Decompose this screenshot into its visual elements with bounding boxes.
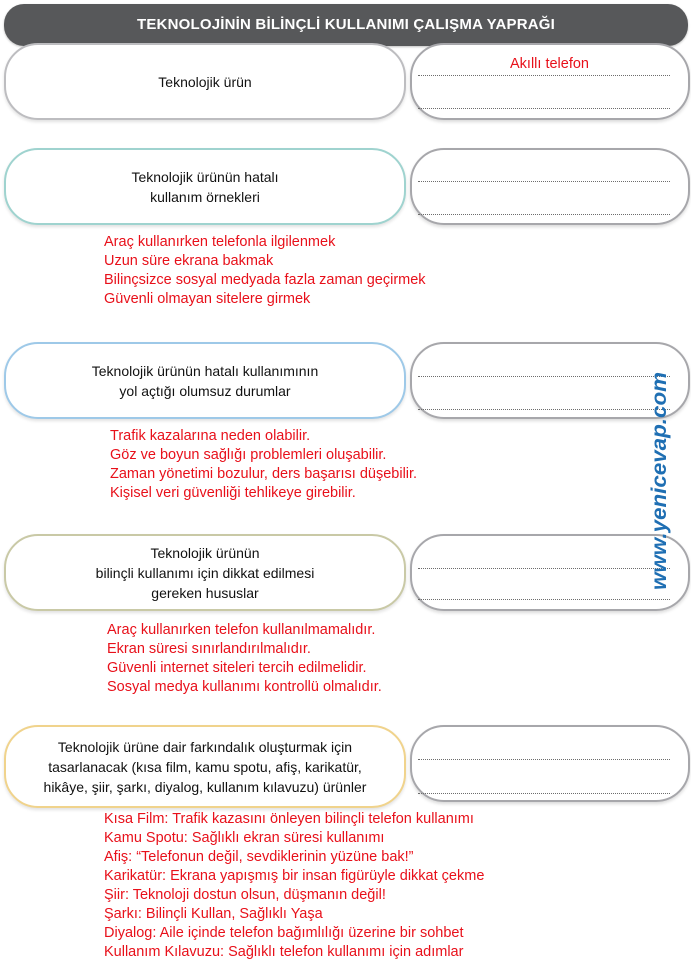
dotted-line bbox=[418, 181, 670, 182]
answer-list-misuse-examples bbox=[104, 233, 426, 309]
answer-line: Zaman yönetimi bozulur, ders başarısı düşebilir. bbox=[110, 466, 418, 482]
answer-line: Araç kullanırken telefonla ilgilenmek bbox=[104, 234, 336, 250]
answer-box-1 bbox=[410, 43, 690, 120]
dotted-line bbox=[418, 376, 670, 377]
answer-line: Karikatür: Ekrana yapışmış bir insan figürüyle dikkat çekme bbox=[104, 868, 485, 884]
answer-line: Güvenli internet siteleri tercih edilmelidir. bbox=[107, 660, 367, 676]
answer-box-2 bbox=[410, 148, 690, 225]
answer-list-negative-outcomes bbox=[110, 427, 417, 503]
dotted-line bbox=[418, 793, 670, 794]
answer-text-technological-product: Akıllı telefon bbox=[510, 56, 589, 72]
prompt-box-conscious-use bbox=[4, 534, 406, 611]
answer-line: Sosyal medya kullanımı kontrollü olmalıdır. bbox=[107, 679, 382, 695]
answer-line: Bilinçsizce sosyal medyada fazla zaman geçirmek bbox=[104, 272, 426, 288]
answer-line: Kişisel veri güvenliği tehlikeye girebilir. bbox=[110, 485, 356, 501]
dotted-line bbox=[418, 409, 670, 410]
prompt-box-awareness-products bbox=[4, 725, 406, 808]
prompt-box-technological-product bbox=[4, 43, 406, 120]
prompt-label: Teknolojik ürün bbox=[158, 73, 252, 90]
answer-list-conscious-use bbox=[107, 621, 382, 697]
dotted-line bbox=[418, 108, 670, 109]
answer-line: Trafik kazalarına neden olabilir. bbox=[110, 428, 311, 444]
dotted-line bbox=[418, 568, 670, 569]
answer-line: Ekran süresi sınırlandırılmalıdır. bbox=[107, 641, 311, 657]
answer-line: Araç kullanırken telefon kullanılmamalıdır. bbox=[107, 622, 376, 638]
dotted-line bbox=[418, 759, 670, 760]
answer-line: Göz ve boyun sağlığı problemleri oluşabilir. bbox=[110, 447, 387, 463]
answer-line: Şiir: Teknoloji dostun olsun, düşmanın değil! bbox=[104, 887, 386, 903]
watermark-text: www.yenicevap.com bbox=[648, 385, 671, 590]
answer-line: Diyalog: Aile içinde telefon bağımlılığı üzerine bir sohbet bbox=[104, 925, 464, 941]
prompt-box-misuse-examples bbox=[4, 148, 406, 225]
prompt-label: Teknolojik ürünün hatalı kullanım örnekleri bbox=[131, 168, 279, 205]
prompt-label: Teknolojik ürüne dair farkındalık oluşturmak için tasarlanacak (kısa film, kamu spotu, afiş, karikatür, hikâye, şiir, şarkı, diyalog, kullanım kılavuzu) ürünler bbox=[43, 738, 367, 795]
worksheet-title: TEKNOLOJİNİN BİLİNÇLİ KULLANIMI ÇALIŞMA YAPRAĞI bbox=[136, 16, 556, 33]
dotted-line bbox=[418, 75, 670, 76]
prompt-label: Teknolojik ürünün bilinçli kullanımı için dikkat edilmesi gereken hususlar bbox=[95, 544, 315, 601]
answer-line: Afiş: “Telefonun değil, sevdiklerinin yüzüne bak!” bbox=[104, 849, 414, 865]
answer-line: Uzun süre ekrana bakmak bbox=[104, 253, 274, 269]
dotted-line bbox=[418, 214, 670, 215]
prompt-label: Teknolojik ürünün hatalı kullanımının yol açtığı olumsuz durumlar bbox=[91, 362, 319, 399]
answer-line: Kısa Film: Trafik kazasını önleyen bilinçli telefon kullanımı bbox=[104, 811, 474, 827]
dotted-line bbox=[418, 599, 670, 600]
answer-line: Kullanım Kılavuzu: Sağlıklı telefon kullanımı için adımlar bbox=[104, 944, 464, 960]
answer-line: Güvenli olmayan sitelere girmek bbox=[104, 291, 311, 307]
prompt-box-negative-outcomes bbox=[4, 342, 406, 419]
answer-line: Şarkı: Bilinçli Kullan, Sağlıklı Yaşa bbox=[104, 906, 323, 922]
answer-box-5 bbox=[410, 725, 690, 802]
watermark bbox=[640, 368, 680, 592]
answer-list-awareness-products bbox=[104, 810, 484, 962]
answer-line: Kamu Spotu: Sağlıklı ekran süresi kullanımı bbox=[104, 830, 385, 846]
worksheet-header bbox=[4, 4, 688, 46]
